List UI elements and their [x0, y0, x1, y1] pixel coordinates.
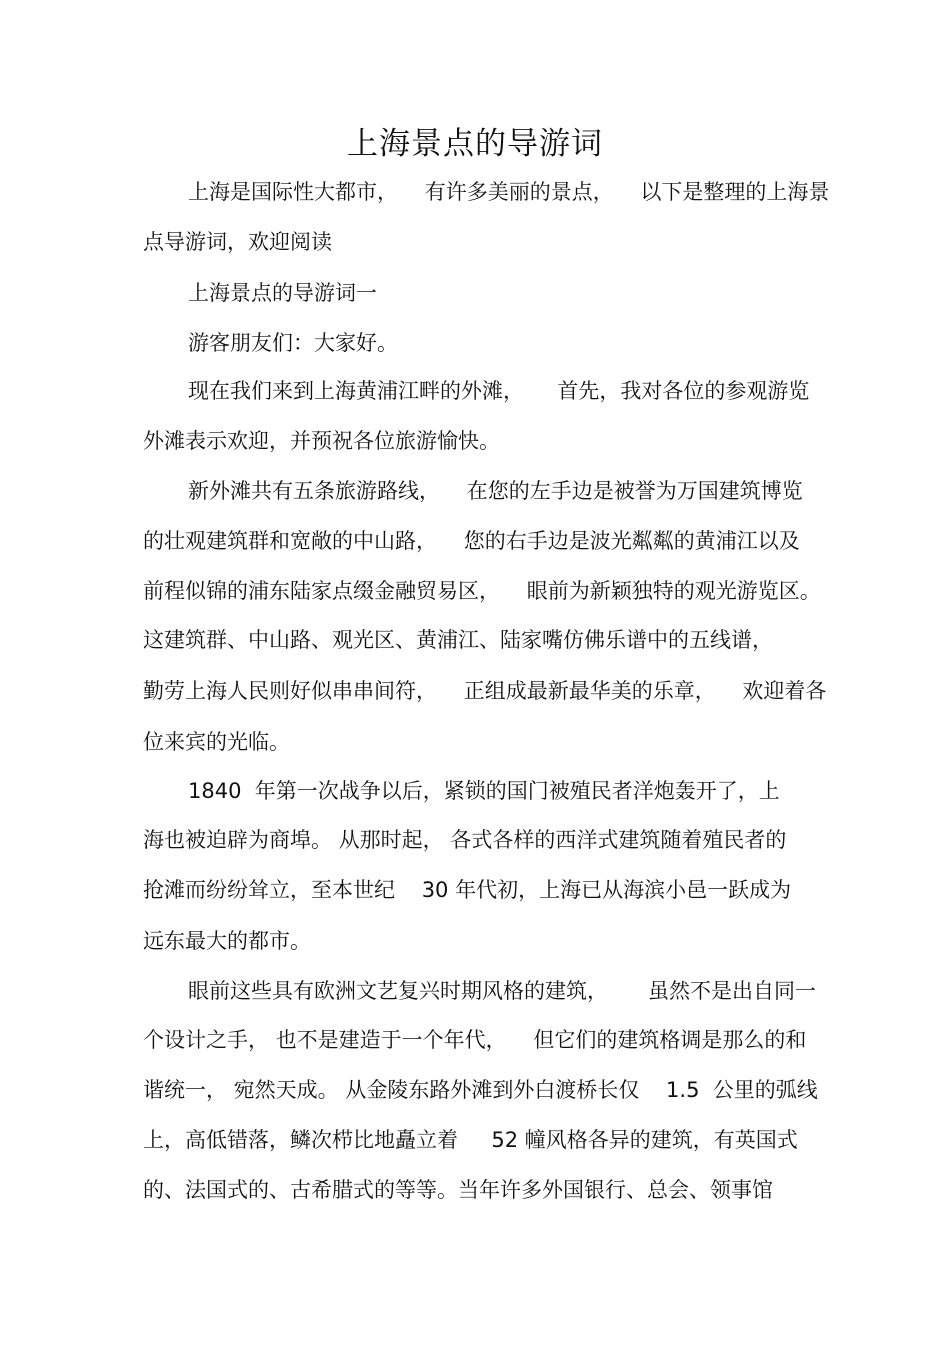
document-title: 上海景点的导游词 — [347, 126, 603, 162]
paragraph-line: 谐统一， 宛然天成。 从金陵东路外滩到外白渡桥长仅 1.5 公里的弧线 — [143, 1078, 818, 1102]
paragraph-line: 1840 年第一次战争以后，紧锁的国门被殖民者洋炮轰开了，上 — [188, 779, 780, 803]
paragraph-line: 个设计之手， 也不是建造于一个年代， 但它们的建筑格调是那么的和 — [143, 1028, 807, 1052]
paragraph-line: 的、法国式的、古希腊式的等等。当年许多外国银行、总会、领事馆 — [143, 1178, 773, 1202]
paragraph-line: 前程似锦的浦东陆家点缀金融贸易区， 眼前为新颖独特的观光游览区。 — [143, 579, 821, 603]
paragraph-line: 海也被迫辟为商埠。 从那时起， 各式各样的西洋式建筑随着殖民者的 — [143, 828, 787, 852]
paragraph-line: 这建筑群、中山路、观光区、黄浦江、陆家嘴仿佛乐谱中的五线谱， — [143, 628, 773, 652]
paragraph-line: 远东最大的都市。 — [143, 929, 311, 953]
paragraph-line: 现在我们来到上海黄浦江畔的外滩， 首先，我对各位的参观游览 — [188, 379, 810, 403]
paragraph-line: 位来宾的光临。 — [143, 730, 290, 754]
paragraph-line: 上海是国际性大都市， 有许多美丽的景点， 以下是整理的上海景 — [188, 180, 830, 204]
paragraph-line: 新外滩共有五条旅游路线， 在您的左手边是被誉为万国建筑博览 — [188, 479, 803, 503]
paragraph-line: 点导游词，欢迎阅读 — [143, 230, 332, 254]
paragraph-line: 上，高低错落，鳞次栉比地矗立着 52 幢风格各异的建筑，有英国式 — [143, 1128, 798, 1152]
paragraph-line: 外滩表示欢迎，并预祝各位旅游愉快。 — [143, 429, 500, 453]
paragraph-line: 上海景点的导游词一 — [188, 281, 377, 305]
paragraph-line: 眼前这些具有欧洲文艺复兴时期风格的建筑， 虽然不是出自同一 — [188, 979, 817, 1003]
paragraph-line: 游客朋友们：大家好。 — [188, 331, 398, 355]
paragraph-line: 抢滩而纷纷耸立，至本世纪 30 年代初，上海已从海滨小邑一跃成为 — [143, 878, 792, 902]
paragraph-line: 的壮观建筑群和宽敞的中山路， 您的右手边是波光粼粼的黄浦江以及 — [143, 529, 800, 553]
paragraph-line: 勤劳上海人民则好似串串间符， 正组成最新最华美的乐章， 欢迎着各 — [143, 679, 827, 703]
